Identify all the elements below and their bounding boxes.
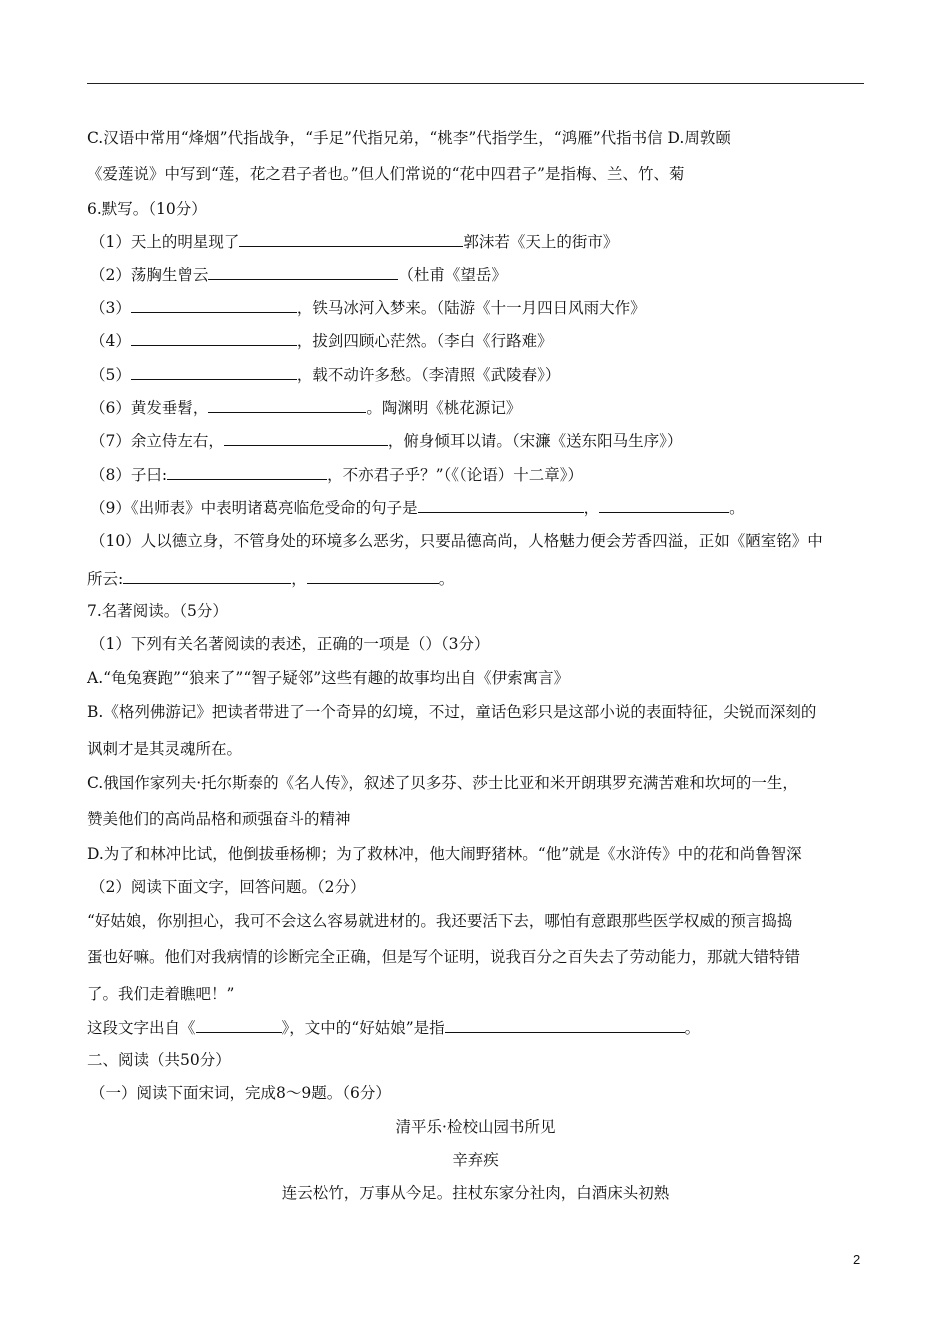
- answer-blank[interactable]: [445, 1017, 685, 1033]
- q6-item-2-pre: （2）荡胸生曾云: [90, 266, 209, 284]
- q6-item-10-mid: ，: [291, 570, 307, 588]
- q6-item-6: [90, 397, 870, 418]
- poem-line-1: 连云松竹，万事从今足。拄杖东家分社肉，白酒床头初熟: [281, 1184, 670, 1202]
- answer-blank[interactable]: [131, 297, 297, 313]
- poem-title: 清平乐·检校山园书所见: [395, 1118, 556, 1136]
- q6-item-8: [90, 464, 870, 485]
- q7-option-c-line2: 赞美他们的高尚品格和顽强奋斗的精神: [87, 810, 351, 828]
- poem-author: 辛弃疾: [452, 1151, 499, 1169]
- q7-quote-line2: 蛋也好嘛。他们对我病情的诊断完全正确，但是写个证明，说我百分之百失去了劳动能力，那就大错特错: [87, 948, 801, 966]
- q6-item-5: [90, 364, 870, 385]
- answer-blank[interactable]: [167, 464, 327, 480]
- q6-item-4-post: ，拔剑四顾心茫然。（李白《行路难》: [296, 332, 553, 350]
- q6-item-5-pre: （5）: [90, 366, 131, 384]
- q7-quote-line3: 了。我们走着瞧吧！”: [87, 985, 235, 1003]
- q6-item-6-post: 。陶渊明《桃花源记》: [366, 399, 522, 417]
- q6-item-1-pre: （1）天上的明星现了: [90, 233, 240, 251]
- q6-item-1: [90, 231, 870, 252]
- q6-item-4-pre: （4）: [90, 332, 131, 350]
- q5-option-c-line2: 《爱莲说》中写到“莲，花之君子者也。”但人们常说的“花中四君子”是指梅、兰、竹、菊: [87, 165, 685, 183]
- q6-item-5-post: ，载不动许多愁。（李清照《武陵春》）: [296, 366, 561, 384]
- q6-item-10-post: 。: [438, 570, 455, 588]
- answer-blank[interactable]: [123, 568, 291, 584]
- answer-blank[interactable]: [239, 231, 463, 247]
- answer-blank[interactable]: [224, 430, 388, 446]
- answer-blank[interactable]: [307, 568, 439, 584]
- q7-question-post: 。: [684, 1019, 701, 1037]
- answer-blank[interactable]: [418, 497, 584, 513]
- answer-blank[interactable]: [196, 1017, 282, 1033]
- q6-item-2-post: （杜甫《望岳》: [398, 266, 507, 284]
- q7-question-mid: 》，文中的“好姑娘”是指: [281, 1019, 445, 1037]
- q7-sub1: （1）下列有关名著阅读的表述，正确的一项是（）（3分）: [90, 635, 490, 653]
- q6-item-3: [90, 297, 870, 318]
- q6-item-8-post: ，不亦君子乎？”（《（论语）十二章》）: [327, 466, 584, 484]
- q6-item-9-mid: ，: [583, 499, 600, 517]
- q6-item-6-pre: （6）黄发垂髫，: [90, 399, 209, 417]
- q6-item-1-post: 郭沫若《天上的街市》: [463, 233, 619, 251]
- q7-option-b-line1: B.《格列佛游记》把读者带进了一个奇异的幻境，不过，童话色彩只是这部小说的表面特征，尖锐而深刻的: [87, 703, 817, 721]
- q6-item-10-line1: （10）人以德立身，不管身处的环境多么恶劣，只要品德高尚，人格魅力便会芳香四溢，正如《陋室铭》中: [90, 532, 823, 550]
- q7-option-d: D.为了和林冲比试，他倒拔垂杨柳；为了救林冲，他大闹野猪林。“他”就是《水浒传》中的花和尚鲁智深: [87, 845, 802, 863]
- q6-item-9-pre: （9）《出师表》中表明诸葛亮临危受命的句子是: [90, 499, 418, 517]
- answer-blank[interactable]: [208, 264, 398, 280]
- q6-item-2: [90, 264, 870, 285]
- page-number: 2: [853, 1252, 861, 1267]
- answer-blank[interactable]: [208, 397, 366, 413]
- q7-question-pre: 这段文字出自《: [87, 1019, 196, 1037]
- q6-item-10-pre: 所云:: [87, 570, 124, 588]
- q7-option-c-line1: C.俄国作家列夫·托尔斯泰的《名人传》，叙述了贝多芬、莎士比亚和米开朗琪罗充满苦难和坎坷的一生，: [87, 774, 798, 792]
- q7-option-b-line2: 讽刺才是其灵魂所在。: [87, 740, 243, 758]
- header-rule: [87, 83, 864, 84]
- q6-heading: 6.默写。（10分）: [87, 200, 207, 218]
- q5-option-c-line1: C.汉语中常用“烽烟”代指战争，“手足”代指兄弟，“桃李”代指学生，“鸿雁”代指书信 D.周敦颐: [87, 129, 731, 147]
- q6-item-7: [90, 430, 870, 451]
- answer-blank[interactable]: [131, 364, 297, 380]
- q7-sub2: （2）阅读下面文字，回答问题。（2分）: [90, 878, 366, 896]
- q7-quote-line1: “好姑娘，你别担心，我可不会这么容易就进材的。我还要活下去，哪怕有意跟那些医学权威的预言捣捣: [87, 912, 793, 930]
- section-2-heading: 二、阅读（共50分）: [87, 1051, 231, 1069]
- q7-option-a: A.“龟兔赛跑”“狼来了”“智子疑邻”这些有趣的故事均出自《伊索寓言》: [87, 669, 570, 687]
- q7-question: [87, 1017, 867, 1038]
- q6-item-3-post: ，铁马冰河入梦来。（陆游《十一月四日风雨大作》: [296, 299, 646, 317]
- q6-item-8-pre: （8）子曰:: [90, 466, 168, 484]
- section-2-subheading: （一）阅读下面宋词，完成8～9题。（6分）: [90, 1084, 391, 1102]
- q6-item-10-line2: [87, 568, 867, 589]
- q6-item-7-pre: （7）余立侍左右，: [90, 432, 224, 450]
- answer-blank[interactable]: [131, 330, 297, 346]
- q7-heading: 7.名著阅读。（5分）: [87, 602, 228, 620]
- q6-item-7-post: ，俯身倾耳以请。（宋濂《送东阳马生序》）: [387, 432, 683, 450]
- answer-blank[interactable]: [599, 497, 729, 513]
- q6-item-9: [90, 497, 870, 518]
- q6-item-9-post: 。: [729, 499, 745, 517]
- q6-item-3-pre: （3）: [90, 299, 131, 317]
- q6-item-4: [90, 330, 870, 351]
